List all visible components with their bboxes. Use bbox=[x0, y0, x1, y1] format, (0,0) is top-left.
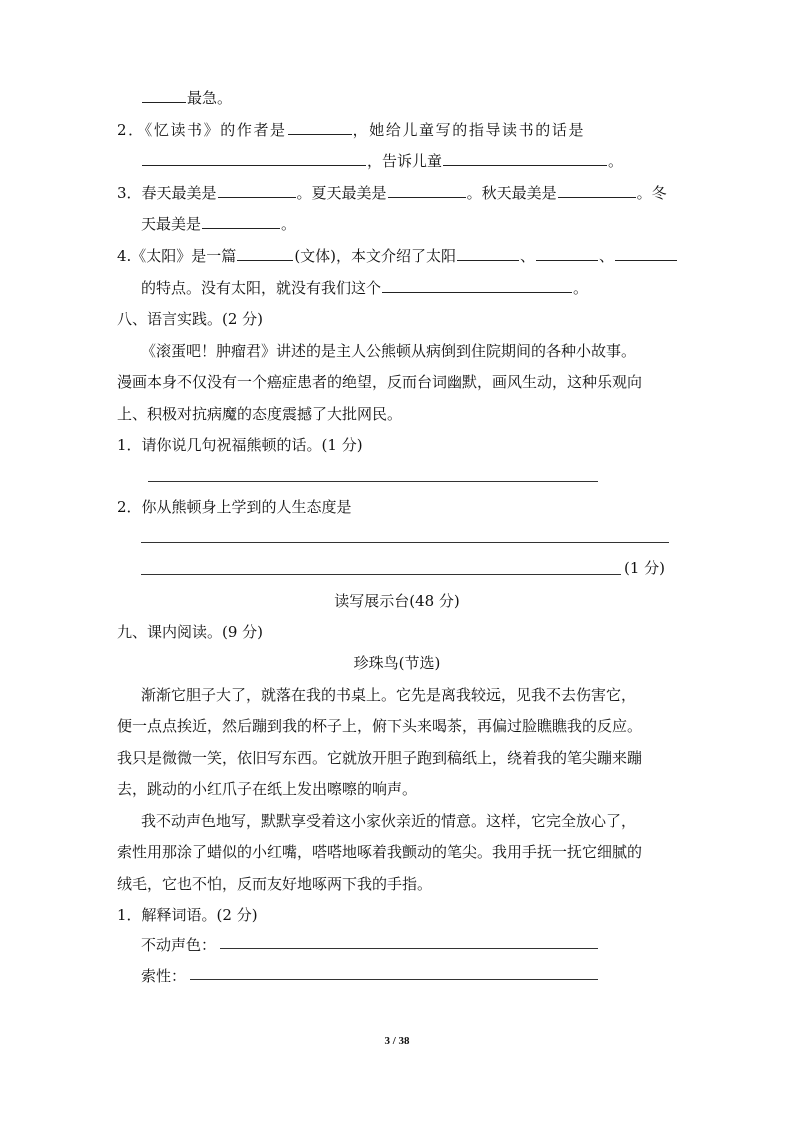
q7-2-line-2: ，告诉儿童 。 bbox=[141, 151, 623, 171]
q7-4-line-2: 的特点。没有太阳，就没有我们这个 。 bbox=[141, 279, 589, 297]
term-label: 索性： bbox=[141, 967, 187, 985]
answer-line[interactable] bbox=[141, 574, 621, 575]
section-8-question-1: 1．请你说几句祝福熊顿的话。(1 分) bbox=[117, 436, 363, 454]
answer-blank[interactable] bbox=[388, 183, 466, 198]
answer-blank[interactable] bbox=[443, 151, 607, 166]
answer-blank[interactable] bbox=[558, 183, 636, 198]
answer-line[interactable] bbox=[220, 948, 598, 949]
passage-line: 渐渐它胆子大了，就落在我的书桌上。它先是离我较远，见我不去伤害它， bbox=[141, 686, 637, 704]
section-heading: 读写展示台(48 分) bbox=[334, 592, 460, 610]
answer-blank[interactable] bbox=[288, 120, 352, 135]
section-9-title: 九、课内阅读。(9 分) bbox=[117, 623, 264, 641]
section-8-title: 八、语言实践。(2 分) bbox=[117, 310, 264, 328]
page-number: 3 / 38 bbox=[384, 1035, 410, 1047]
section-8-paragraph-line: 《滚蛋吧！肿瘤君》讲述的是主人公熊顿从病倒到住院期间的各种小故事。 bbox=[141, 342, 637, 360]
passage-line: 去，跳动的小红爪子在纸上发出嚓嚓的响声。 bbox=[117, 780, 418, 798]
q7-3-line-2: 天最美是 。 bbox=[141, 215, 297, 233]
answer-blank[interactable] bbox=[382, 278, 572, 293]
answer-blank[interactable] bbox=[142, 151, 366, 166]
passage-line: 绒毛，它也不怕，反而友好地啄两下我的手指。 bbox=[117, 875, 433, 893]
q7-4-line-1: 4.《太阳》是一篇 (文体)，本文介绍了太阳 、 、 bbox=[117, 246, 678, 266]
answer-blank[interactable] bbox=[202, 214, 280, 229]
q7-2-line-1: 2．《忆读书》的作者是 ，她给儿童写的指导读书的话是 bbox=[117, 121, 586, 139]
answer-blank[interactable] bbox=[218, 183, 296, 198]
answer-blank[interactable] bbox=[457, 246, 519, 261]
answer-blank[interactable] bbox=[237, 246, 293, 261]
section-9-question-1: 1．解释词语。(2 分) bbox=[117, 906, 258, 924]
answer-line[interactable] bbox=[141, 542, 669, 543]
passage-line: 我只是微微一笑，依旧写东西。它就放开胆子跑到稿纸上，绕着我的笔尖蹦来蹦 bbox=[117, 749, 643, 767]
answer-blank[interactable] bbox=[142, 88, 186, 103]
section-8-paragraph-line: 漫画本身不仅没有一个癌症患者的绝望，反而台词幽默，画风生动，这种乐观向 bbox=[117, 373, 643, 391]
passage-line: 我不动声色地写，默默享受着这小家伙亲近的情意。这样，它完全放心了， bbox=[141, 812, 637, 830]
section-8-question-2: 2．你从熊顿身上学到的人生态度是 bbox=[117, 498, 352, 516]
answer-line[interactable] bbox=[148, 481, 598, 482]
q7-tail-line: 最急。 bbox=[141, 88, 232, 108]
answer-line[interactable] bbox=[190, 979, 598, 980]
answer-blank[interactable] bbox=[615, 246, 677, 261]
passage-line: 索性用那涂了蜡似的小红嘴，嗒嗒地啄着我颤动的笔尖。我用手抚一抚它细腻的 bbox=[117, 843, 643, 861]
section-8-question-2-score: (1 分) bbox=[624, 559, 666, 577]
section-8-paragraph-line: 上、积极对抗病魔的态度震撼了大批网民。 bbox=[117, 405, 403, 423]
term-label: 不动声色： bbox=[141, 936, 217, 954]
answer-blank[interactable] bbox=[536, 246, 598, 261]
q7-3-line-1: 3．春天最美是 。夏天最美是 。秋天最美是 。冬 bbox=[117, 184, 667, 202]
passage-title: 珍珠鸟(节选) bbox=[353, 654, 441, 672]
passage-line: 便一点点挨近，然后蹦到我的杯子上，俯下头来喝茶，再偏过脸瞧瞧我的反应。 bbox=[117, 717, 643, 735]
